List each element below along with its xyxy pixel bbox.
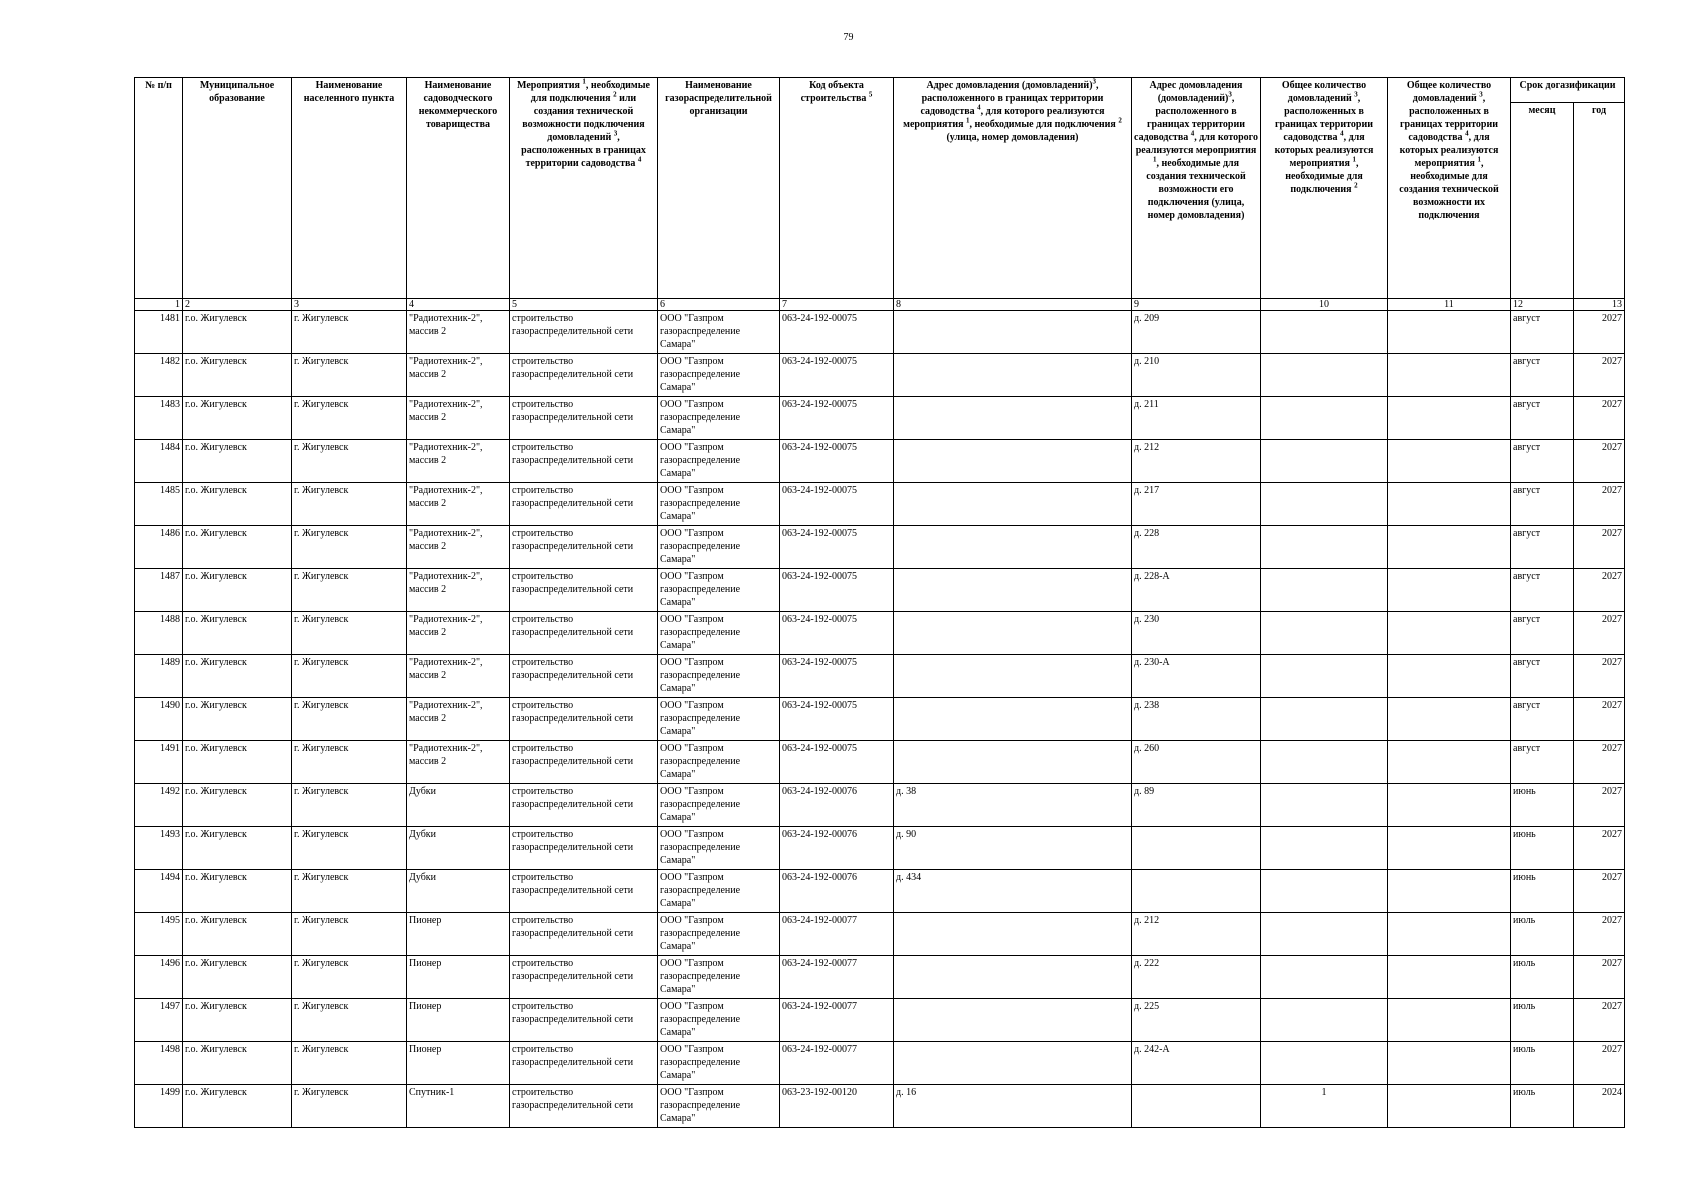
header-address-connection: Адрес домовладения (домовладений)$^3$, расположенного в границах территории садоводства $^4$, для которого реализуются мероприятия $^1$, необходимые для подключения $^2$ (улица, номер домовладения) [894, 78, 1132, 299]
table-row [135, 1085, 1625, 1128]
municipality-cell: г.о. Жигулевск [183, 784, 292, 827]
gas-org-cell: ООО "Газпром газораспределение Самара" [658, 655, 780, 698]
address-connection-cell: д. 16 [894, 1085, 1132, 1128]
measure-cell: строительство газораспределительной сети [510, 913, 658, 956]
table-header [135, 78, 1625, 311]
year-cell: 2027 [1574, 1042, 1625, 1085]
object-code-cell: 063-24-192-00075 [780, 612, 894, 655]
page-number: 79 [843, 32, 854, 43]
total-technical-cell [1388, 784, 1511, 827]
gas-org-cell: ООО "Газпром газораспределение Самара" [658, 999, 780, 1042]
object-code-cell: 063-24-192-00075 [780, 569, 894, 612]
address-connection-cell [894, 569, 1132, 612]
gas-org-cell: ООО "Газпром газораспределение Самара" [658, 440, 780, 483]
object-code-cell: 063-24-192-00075 [780, 655, 894, 698]
object-code-cell: 063-24-192-00075 [780, 311, 894, 354]
address-technical-cell: д. 210 [1132, 354, 1261, 397]
address-connection-cell [894, 741, 1132, 784]
measure-cell: строительство газораспределительной сети [510, 612, 658, 655]
object-code-cell: 063-24-192-00077 [780, 956, 894, 999]
table-row [135, 311, 1625, 354]
settlement-cell: г. Жигулевск [292, 870, 407, 913]
municipality-cell: г.о. Жигулевск [183, 870, 292, 913]
partnership-cell: "Радиотехник-2", массив 2 [407, 741, 510, 784]
municipality-cell: г.о. Жигулевск [183, 956, 292, 999]
address-technical-cell: д. 211 [1132, 397, 1261, 440]
municipality-cell: г.о. Жигулевск [183, 440, 292, 483]
address-connection-cell [894, 913, 1132, 956]
measure-cell: строительство газораспределительной сети [510, 569, 658, 612]
row-number: 1492 [135, 784, 183, 827]
column-number: 6 [658, 299, 780, 311]
month-cell: август [1511, 311, 1574, 354]
address-technical-cell [1132, 870, 1261, 913]
row-number: 1484 [135, 440, 183, 483]
year-cell: 2027 [1574, 827, 1625, 870]
total-technical-cell [1388, 827, 1511, 870]
object-code-cell: 063-24-192-00075 [780, 741, 894, 784]
total-connection-cell [1261, 913, 1388, 956]
address-connection-cell [894, 999, 1132, 1042]
measure-cell: строительство газораспределительной сети [510, 354, 658, 397]
settlement-cell: г. Жигулевск [292, 311, 407, 354]
settlement-cell: г. Жигулевск [292, 483, 407, 526]
measure-cell: строительство газораспределительной сети [510, 397, 658, 440]
total-connection-cell [1261, 698, 1388, 741]
total-connection-cell [1261, 311, 1388, 354]
table-row [135, 354, 1625, 397]
measure-cell: строительство газораспределительной сети [510, 483, 658, 526]
object-code-cell: 063-24-192-00077 [780, 913, 894, 956]
year-cell: 2027 [1574, 655, 1625, 698]
total-technical-cell [1388, 913, 1511, 956]
settlement-cell: г. Жигулевск [292, 1042, 407, 1085]
header-num: № п/п [135, 78, 183, 299]
month-cell: август [1511, 612, 1574, 655]
month-cell: июнь [1511, 870, 1574, 913]
municipality-cell: г.о. Жигулевск [183, 1042, 292, 1085]
month-cell: июль [1511, 913, 1574, 956]
column-number: 1 [135, 299, 183, 311]
table-row [135, 999, 1625, 1042]
gas-org-cell: ООО "Газпром газораспределение Самара" [658, 526, 780, 569]
address-technical-cell: д. 225 [1132, 999, 1261, 1042]
gas-org-cell: ООО "Газпром газораспределение Самара" [658, 827, 780, 870]
object-code-cell: 063-24-192-00075 [780, 483, 894, 526]
address-technical-cell: д. 260 [1132, 741, 1261, 784]
partnership-cell: "Радиотехник-2", массив 2 [407, 698, 510, 741]
row-number: 1487 [135, 569, 183, 612]
settlement-cell: г. Жигулевск [292, 569, 407, 612]
gas-org-cell: ООО "Газпром газораспределение Самара" [658, 956, 780, 999]
total-connection-cell [1261, 827, 1388, 870]
year-cell: 2027 [1574, 612, 1625, 655]
total-connection-cell [1261, 440, 1388, 483]
municipality-cell: г.о. Жигулевск [183, 827, 292, 870]
header-total-technical: Общее количество домовладений $^3$, расположенных в границах территории садоводства $^4$, для которых реализуются мероприятия $^1$, необходимые для создания технической возможности их подключения [1388, 78, 1511, 299]
gas-org-cell: ООО "Газпром газораспределение Самара" [658, 1042, 780, 1085]
measure-cell: строительство газораспределительной сети [510, 311, 658, 354]
year-cell: 2027 [1574, 956, 1625, 999]
year-cell: 2027 [1574, 784, 1625, 827]
object-code-cell: 063-24-192-00075 [780, 526, 894, 569]
table-row [135, 741, 1625, 784]
address-technical-cell: д. 212 [1132, 440, 1261, 483]
table-row [135, 655, 1625, 698]
column-number: 9 [1132, 299, 1261, 311]
settlement-cell: г. Жигулевск [292, 827, 407, 870]
row-number: 1494 [135, 870, 183, 913]
row-number: 1490 [135, 698, 183, 741]
address-connection-cell [894, 483, 1132, 526]
table-row [135, 913, 1625, 956]
header-year: год [1574, 103, 1625, 299]
total-connection-cell [1261, 397, 1388, 440]
table-row [135, 440, 1625, 483]
total-connection-cell [1261, 1042, 1388, 1085]
month-cell: июнь [1511, 784, 1574, 827]
row-number: 1499 [135, 1085, 183, 1128]
month-cell: август [1511, 526, 1574, 569]
address-connection-cell [894, 397, 1132, 440]
month-cell: август [1511, 655, 1574, 698]
gas-org-cell: ООО "Газпром газораспределение Самара" [658, 741, 780, 784]
table-row [135, 526, 1625, 569]
year-cell: 2027 [1574, 354, 1625, 397]
table-row [135, 1042, 1625, 1085]
row-number: 1491 [135, 741, 183, 784]
address-connection-cell [894, 354, 1132, 397]
table-row [135, 870, 1625, 913]
municipality-cell: г.о. Жигулевск [183, 569, 292, 612]
row-number: 1481 [135, 311, 183, 354]
measure-cell: строительство газораспределительной сети [510, 999, 658, 1042]
month-cell: август [1511, 483, 1574, 526]
total-technical-cell [1388, 870, 1511, 913]
address-technical-cell: д. 217 [1132, 483, 1261, 526]
municipality-cell: г.о. Жигулевск [183, 999, 292, 1042]
month-cell: июль [1511, 1085, 1574, 1128]
table-row [135, 784, 1625, 827]
address-technical-cell: д. 209 [1132, 311, 1261, 354]
address-connection-cell: д. 90 [894, 827, 1132, 870]
table-row [135, 698, 1625, 741]
measure-cell: строительство газораспределительной сети [510, 741, 658, 784]
header-object-code: Код объекта строительства $^5$ [780, 78, 894, 299]
settlement-cell: г. Жигулевск [292, 913, 407, 956]
partnership-cell: Дубки [407, 827, 510, 870]
address-technical-cell: д. 238 [1132, 698, 1261, 741]
month-cell: июнь [1511, 827, 1574, 870]
total-technical-cell [1388, 612, 1511, 655]
gas-org-cell: ООО "Газпром газораспределение Самара" [658, 784, 780, 827]
municipality-cell: г.о. Жигулевск [183, 526, 292, 569]
partnership-cell: "Радиотехник-2", массив 2 [407, 569, 510, 612]
gas-org-cell: ООО "Газпром газораспределение Самара" [658, 311, 780, 354]
partnership-cell: Пионер [407, 913, 510, 956]
address-connection-cell: д. 434 [894, 870, 1132, 913]
gas-org-cell: ООО "Газпром газораспределение Самара" [658, 913, 780, 956]
total-technical-cell [1388, 483, 1511, 526]
total-technical-cell [1388, 526, 1511, 569]
partnership-cell: "Радиотехник-2", массив 2 [407, 311, 510, 354]
month-cell: август [1511, 397, 1574, 440]
year-cell: 2027 [1574, 526, 1625, 569]
row-number: 1493 [135, 827, 183, 870]
address-technical-cell: д. 230 [1132, 612, 1261, 655]
address-technical-cell [1132, 827, 1261, 870]
settlement-cell: г. Жигулевск [292, 655, 407, 698]
row-number: 1489 [135, 655, 183, 698]
column-number: 10 [1261, 299, 1388, 311]
year-cell: 2027 [1574, 999, 1625, 1042]
measure-cell: строительство газораспределительной сети [510, 870, 658, 913]
year-cell: 2027 [1574, 483, 1625, 526]
header-month: месяц [1511, 103, 1574, 299]
address-connection-cell [894, 440, 1132, 483]
year-cell: 2027 [1574, 870, 1625, 913]
municipality-cell: г.о. Жигулевск [183, 655, 292, 698]
address-technical-cell: д. 212 [1132, 913, 1261, 956]
measure-cell: строительство газораспределительной сети [510, 827, 658, 870]
total-technical-cell [1388, 655, 1511, 698]
table-row [135, 612, 1625, 655]
address-connection-cell [894, 526, 1132, 569]
partnership-cell: Дубки [407, 784, 510, 827]
settlement-cell: г. Жигулевск [292, 999, 407, 1042]
year-cell: 2027 [1574, 397, 1625, 440]
header-settlement: Наименование населенного пункта [292, 78, 407, 299]
municipality-cell: г.о. Жигулевск [183, 397, 292, 440]
total-connection-cell [1261, 655, 1388, 698]
settlement-cell: г. Жигулевск [292, 1085, 407, 1128]
month-cell: август [1511, 569, 1574, 612]
partnership-cell: Пионер [407, 1042, 510, 1085]
total-technical-cell [1388, 698, 1511, 741]
year-cell: 2027 [1574, 913, 1625, 956]
object-code-cell: 063-24-192-00076 [780, 784, 894, 827]
municipality-cell: г.о. Жигулевск [183, 1085, 292, 1128]
gas-org-cell: ООО "Газпром газораспределение Самара" [658, 698, 780, 741]
header-deadline: Срок догазификации [1511, 78, 1625, 103]
header-partnership: Наименование садоводческого некоммерческого товарищества [407, 78, 510, 299]
table-body [135, 311, 1625, 1128]
address-connection-cell [894, 612, 1132, 655]
year-cell: 2027 [1574, 311, 1625, 354]
month-cell: июль [1511, 1042, 1574, 1085]
total-connection-cell [1261, 612, 1388, 655]
measure-cell: строительство газораспределительной сети [510, 440, 658, 483]
measure-cell: строительство газораспределительной сети [510, 698, 658, 741]
column-numbers-row [135, 299, 1625, 311]
total-connection-cell [1261, 483, 1388, 526]
gas-org-cell: ООО "Газпром газораспределение Самара" [658, 1085, 780, 1128]
header-municipality: Муниципальное образование [183, 78, 292, 299]
measure-cell: строительство газораспределительной сети [510, 1085, 658, 1128]
partnership-cell: Спутник-1 [407, 1085, 510, 1128]
gasification-table [134, 77, 1625, 1128]
object-code-cell: 063-24-192-00076 [780, 870, 894, 913]
object-code-cell: 063-24-192-00077 [780, 999, 894, 1042]
header-address-technical: Адрес домовладения (домовладений)$^3$, расположенного в границах территории садоводства $^4$, для которого реализуются мероприятия $^1$, необходимые для создания технической возможности его подключения (улица, номер домовладения) [1132, 78, 1261, 299]
partnership-cell: "Радиотехник-2", массив 2 [407, 526, 510, 569]
address-technical-cell [1132, 1085, 1261, 1128]
row-number: 1498 [135, 1042, 183, 1085]
row-number: 1486 [135, 526, 183, 569]
address-technical-cell: д. 89 [1132, 784, 1261, 827]
total-connection-cell [1261, 956, 1388, 999]
total-technical-cell [1388, 440, 1511, 483]
total-connection-cell [1261, 354, 1388, 397]
object-code-cell: 063-24-192-00075 [780, 698, 894, 741]
total-technical-cell [1388, 311, 1511, 354]
partnership-cell: "Радиотехник-2", массив 2 [407, 655, 510, 698]
table-row [135, 569, 1625, 612]
total-connection-cell [1261, 569, 1388, 612]
partnership-cell: Пионер [407, 956, 510, 999]
settlement-cell: г. Жигулевск [292, 354, 407, 397]
year-cell: 2027 [1574, 741, 1625, 784]
gas-org-cell: ООО "Газпром газораспределение Самара" [658, 354, 780, 397]
municipality-cell: г.о. Жигулевск [183, 311, 292, 354]
gas-org-cell: ООО "Газпром газораспределение Самара" [658, 483, 780, 526]
total-technical-cell [1388, 741, 1511, 784]
column-number: 11 [1388, 299, 1511, 311]
column-number: 3 [292, 299, 407, 311]
object-code-cell: 063-24-192-00076 [780, 827, 894, 870]
column-number: 12 [1511, 299, 1574, 311]
measure-cell: строительство газораспределительной сети [510, 655, 658, 698]
column-number: 7 [780, 299, 894, 311]
total-technical-cell [1388, 354, 1511, 397]
total-technical-cell [1388, 999, 1511, 1042]
column-number: 2 [183, 299, 292, 311]
row-number: 1488 [135, 612, 183, 655]
year-cell: 2024 [1574, 1085, 1625, 1128]
object-code-cell: 063-24-192-00075 [780, 440, 894, 483]
address-connection-cell [894, 698, 1132, 741]
settlement-cell: г. Жигулевск [292, 612, 407, 655]
partnership-cell: Дубки [407, 870, 510, 913]
column-number: 13 [1574, 299, 1625, 311]
settlement-cell: г. Жигулевск [292, 698, 407, 741]
row-number: 1495 [135, 913, 183, 956]
gas-org-cell: ООО "Газпром газораспределение Самара" [658, 569, 780, 612]
object-code-cell: 063-24-192-00075 [780, 397, 894, 440]
total-connection-cell [1261, 870, 1388, 913]
settlement-cell: г. Жигулевск [292, 784, 407, 827]
total-connection-cell: 1 [1261, 1085, 1388, 1128]
table-row [135, 483, 1625, 526]
header-total-connection: Общее количество домовладений $^3$, расположенных в границах территории садоводства $^4$, для которых реализуются мероприятия $^1$, необходимые для подключения $^2$ [1261, 78, 1388, 299]
row-number: 1483 [135, 397, 183, 440]
municipality-cell: г.о. Жигулевск [183, 741, 292, 784]
month-cell: июль [1511, 956, 1574, 999]
measure-cell: строительство газораспределительной сети [510, 526, 658, 569]
partnership-cell: Пионер [407, 999, 510, 1042]
gas-org-cell: ООО "Газпром газораспределение Самара" [658, 397, 780, 440]
address-technical-cell: д. 222 [1132, 956, 1261, 999]
partnership-cell: "Радиотехник-2", массив 2 [407, 354, 510, 397]
table-row [135, 397, 1625, 440]
object-code-cell: 063-23-192-00120 [780, 1085, 894, 1128]
address-technical-cell: д. 230-А [1132, 655, 1261, 698]
row-number: 1485 [135, 483, 183, 526]
month-cell: июль [1511, 999, 1574, 1042]
settlement-cell: г. Жигулевск [292, 741, 407, 784]
partnership-cell: "Радиотехник-2", массив 2 [407, 440, 510, 483]
month-cell: август [1511, 698, 1574, 741]
address-technical-cell: д. 242-А [1132, 1042, 1261, 1085]
address-connection-cell [894, 956, 1132, 999]
column-number: 8 [894, 299, 1132, 311]
municipality-cell: г.о. Жигулевск [183, 612, 292, 655]
row-number: 1482 [135, 354, 183, 397]
row-number: 1497 [135, 999, 183, 1042]
partnership-cell: "Радиотехник-2", массив 2 [407, 397, 510, 440]
header-gas-org: Наименование газораспределительной организации [658, 78, 780, 299]
object-code-cell: 063-24-192-00075 [780, 354, 894, 397]
object-code-cell: 063-24-192-00077 [780, 1042, 894, 1085]
total-technical-cell [1388, 1085, 1511, 1128]
settlement-cell: г. Жигулевск [292, 397, 407, 440]
total-connection-cell [1261, 999, 1388, 1042]
address-connection-cell: д. 38 [894, 784, 1132, 827]
header-measures: Мероприятия $^1$, необходимые для подключения $^2$ или создания технической возможности подключения домовладений $^3$, расположенных в границах территории садоводства $^4$ [510, 78, 658, 299]
total-technical-cell [1388, 956, 1511, 999]
total-technical-cell [1388, 397, 1511, 440]
gas-org-cell: ООО "Газпром газораспределение Самара" [658, 870, 780, 913]
municipality-cell: г.о. Жигулевск [183, 354, 292, 397]
address-connection-cell [894, 1042, 1132, 1085]
row-number: 1496 [135, 956, 183, 999]
month-cell: август [1511, 440, 1574, 483]
total-technical-cell [1388, 569, 1511, 612]
partnership-cell: "Радиотехник-2", массив 2 [407, 483, 510, 526]
gas-org-cell: ООО "Газпром газораспределение Самара" [658, 612, 780, 655]
year-cell: 2027 [1574, 698, 1625, 741]
month-cell: август [1511, 741, 1574, 784]
municipality-cell: г.о. Жигулевск [183, 698, 292, 741]
address-technical-cell: д. 228 [1132, 526, 1261, 569]
measure-cell: строительство газораспределительной сети [510, 1042, 658, 1085]
municipality-cell: г.о. Жигулевск [183, 913, 292, 956]
year-cell: 2027 [1574, 440, 1625, 483]
municipality-cell: г.о. Жигулевск [183, 483, 292, 526]
column-number: 4 [407, 299, 510, 311]
measure-cell: строительство газораспределительной сети [510, 784, 658, 827]
table-row [135, 827, 1625, 870]
measure-cell: строительство газораспределительной сети [510, 956, 658, 999]
partnership-cell: "Радиотехник-2", массив 2 [407, 612, 510, 655]
settlement-cell: г. Жигулевск [292, 956, 407, 999]
table-row [135, 956, 1625, 999]
month-cell: август [1511, 354, 1574, 397]
address-connection-cell [894, 311, 1132, 354]
total-connection-cell [1261, 784, 1388, 827]
address-technical-cell: д. 228-А [1132, 569, 1261, 612]
address-connection-cell [894, 655, 1132, 698]
settlement-cell: г. Жигулевск [292, 526, 407, 569]
year-cell: 2027 [1574, 569, 1625, 612]
total-connection-cell [1261, 526, 1388, 569]
total-connection-cell [1261, 741, 1388, 784]
total-technical-cell [1388, 1042, 1511, 1085]
column-number: 5 [510, 299, 658, 311]
settlement-cell: г. Жигулевск [292, 440, 407, 483]
